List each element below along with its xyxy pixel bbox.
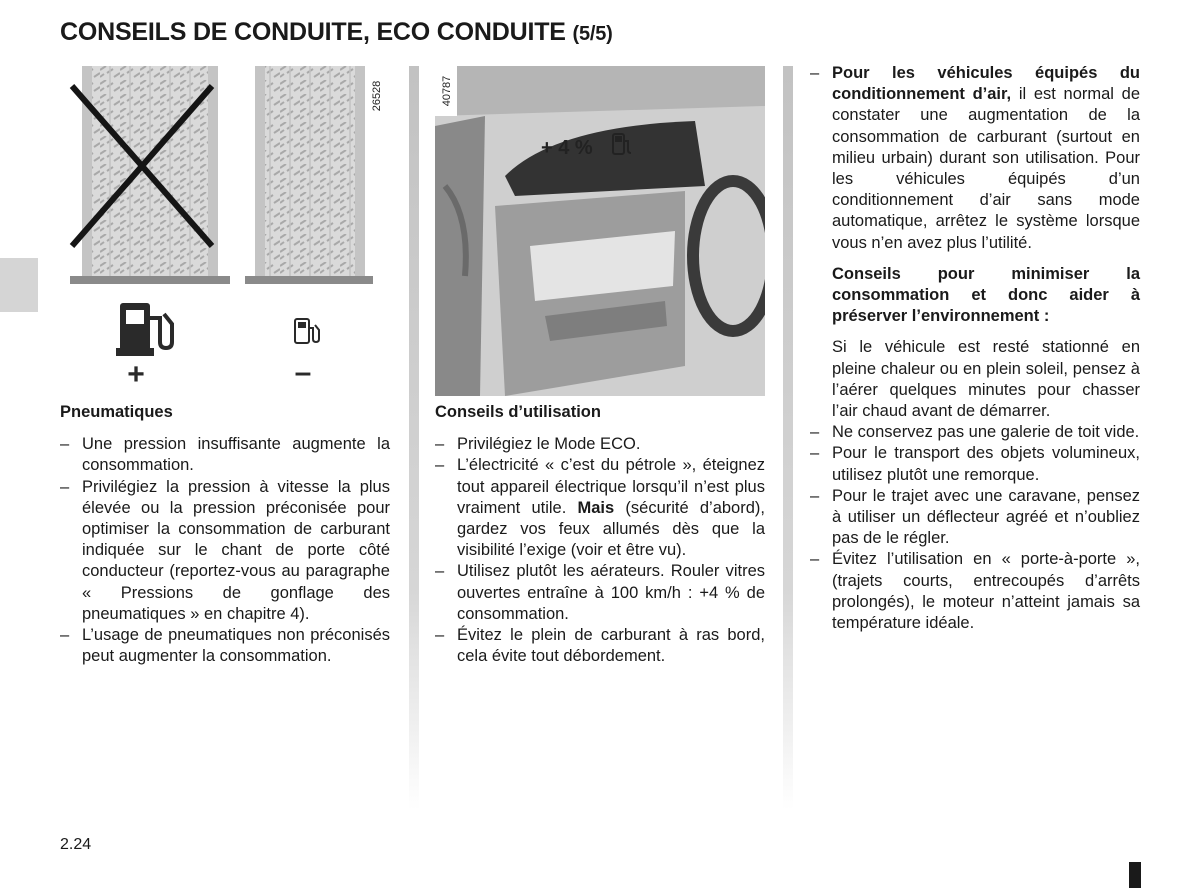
tyre-illustration [60, 66, 400, 396]
figure-ref-tyres: 26528 [371, 80, 383, 112]
page-title-suffix: (5/5) [572, 23, 613, 45]
list-item: – Pour les véhicules équipés du conditionnement d’air, il est normal de constater une augmentation de la consommation de carburant (surtout en milieu urbain) durant son utilisation. Pour les véhicules équipés d’un conditionnement d’air sans mode automatique, arrêtez le système lorsque vous n’en avez plus l’utilité. [810, 63, 1140, 254]
plus-sign: + [127, 358, 145, 391]
list-item: – Une pression insuffisante augmente la consommation. [60, 434, 390, 476]
page-title: CONSEILS DE CONDUITE, ECO CONDUITE (5/5) [60, 18, 613, 46]
list-item: – Pour le trajet avec une caravane, pensez à utiliser un déflecteur agréé et n’oubliez pas de le régler. [810, 486, 1140, 550]
usage-tips-heading: Conseils d’utilisation [435, 403, 601, 421]
environment-heading: Conseils pour minimiser la consommation et donc aider à préserver l’environnement : [832, 264, 1140, 326]
list-item: – Ne conservez pas une galerie de toit vide. [810, 422, 1140, 443]
figure-ref-interior: 40787 [441, 75, 453, 107]
column-usage-tips [435, 402, 765, 667]
list-item: – Évitez le plein de carburant à ras bord, cela évite tout débordement. [435, 625, 765, 667]
list-item: – L’usage de pneumatiques non préconisés peut augmenter la consommation. [60, 625, 390, 667]
interior-figure [435, 66, 765, 396]
air-conditioning-list [810, 63, 1140, 254]
minus-sign: – [294, 356, 312, 389]
car-interior-illustration [435, 66, 765, 396]
tyres-list [60, 434, 390, 667]
fuel-pump-small-icon [295, 319, 319, 343]
tyres-heading: Pneumatiques [60, 403, 173, 421]
list-item: – L’électricité « c’est du pétrole », éteignez tout appareil électrique lorsqu’il n’est plus vraiment utile. Mais (sécurité d’abord), gardez vos feux allumés dès que la visibilité l’exige (voir et être vu). [435, 455, 765, 561]
usage-tips-list [435, 434, 765, 667]
list-item: – Utilisez plutôt les aérateurs. Rouler vitres ouvertes entraîne à 100 km/h : +4 % de consommation. [435, 561, 765, 625]
fuel-pump-large-icon [116, 303, 172, 356]
tyre-figure [60, 66, 400, 396]
column-tyres [60, 402, 390, 667]
corner-mark [1129, 862, 1141, 888]
ac-bold-lead: Pour les véhicules équipés du conditionnement d’air, [832, 64, 1140, 104]
column-environment [810, 63, 1140, 634]
column-divider-left [409, 66, 419, 810]
list-item: – Privilégiez le Mode ECO. [435, 434, 765, 455]
plus-four-percent: + 4 % [541, 137, 593, 159]
parked-sun-paragraph: Si le véhicule est resté stationné en pleine chaleur ou en plein soleil, pensez à l’aérer quelques minutes pour chasser l’air chaud avant de démarrer. [832, 338, 1140, 421]
bold-mais: Mais [577, 498, 615, 517]
list-item: – Évitez l’utilisation en « porte-à-porte », (trajets courts, entrecoupés d’arrêts prolongés), le moteur n’atteint jamais sa température idéale. [810, 549, 1140, 634]
column-divider-right [783, 66, 793, 810]
environment-list [810, 422, 1140, 634]
page-number: 2.24 [60, 836, 92, 853]
list-item: – Privilégiez la pression à vitesse la plus élevée ou la pression préconisée pour optimiser la consommation de carburant indiquée sur le chant de porte côté conducteur (reportez-vous au paragraphe « Pressions de gonflage des pneumatiques » en chapitre 4). [60, 477, 390, 625]
chapter-tab [0, 258, 38, 312]
list-item: – Pour le transport des objets volumineux, utilisez plutôt une remorque. [810, 443, 1140, 485]
